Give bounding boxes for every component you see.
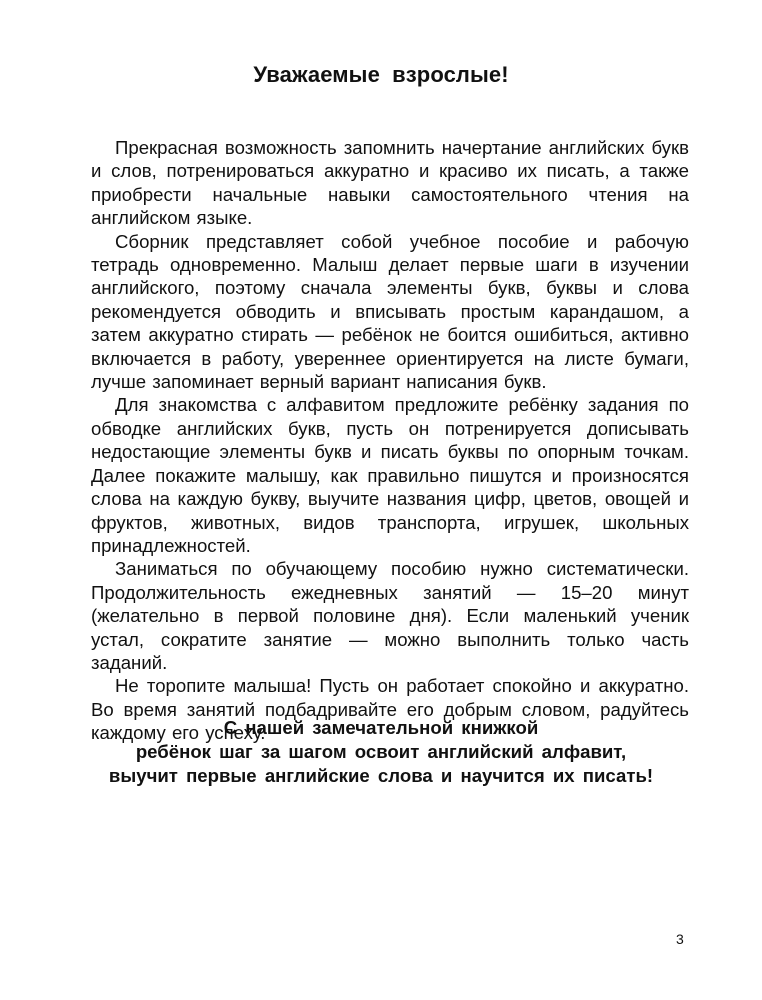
paragraph: Для знакомства с алфавитом предложите ребёнку задания по обводке английских букв, пусть он потренируется дописывать недостающие элементы букв и писать буквы по опорным точкам. Далее покажите малышу, как правильно пишутся и произносятся слова на каждую букву, выучите названия цифр, цветов, овощей и фруктов, животных, видов транспорта, игрушек, школьных принадлежностей. (91, 394, 689, 556)
closing-statement (60, 716, 702, 788)
paragraph: Заниматься по обучающему пособию нужно систематически. Продолжительность ежедневных занятий — 15–20 минут (желательно в первой половине дня). Если маленький ученик устал, сократите занятие — можно выполнить только часть заданий. (91, 558, 689, 673)
page-number: 3 (676, 931, 684, 947)
paragraph: Не торопите малыша! Пусть он работает спокойно и аккуратно. Во время занятий подбадривайте его добрым словом, радуйтесь каждому его успеху. (91, 675, 689, 744)
closing-line: выучит первые английские слова и научится их писать! (108, 765, 654, 786)
closing-line: ребёнок шаг за шагом освоит английский алфавит, (135, 741, 627, 762)
paragraph: Сборник представляет собой учебное пособие и рабочую тетрадь одновременно. Малыш делает первые шаги в изучении английского, поэтому сначала элементы букв, буквы и слова рекомендуется обводить и вписывать простым карандашом, а затем аккуратно стирать — ребёнок не боится ошибиться, активно включается в работу, увереннее ориентируется на листе бумаги, лучше запоминает верный вариант написания букв. (91, 230, 689, 393)
body-text (91, 136, 689, 745)
page-title: Уважаемые взрослые! (253, 62, 509, 87)
paragraph: Прекрасная возможность запомнить начертание английских букв и слов, потренироваться аккуратно и красиво их писать, а также приобрести начальные навыки самостоятельного чтения на английском языке. (91, 137, 689, 229)
closing-line: С нашей замечательной книжкой (223, 717, 539, 738)
